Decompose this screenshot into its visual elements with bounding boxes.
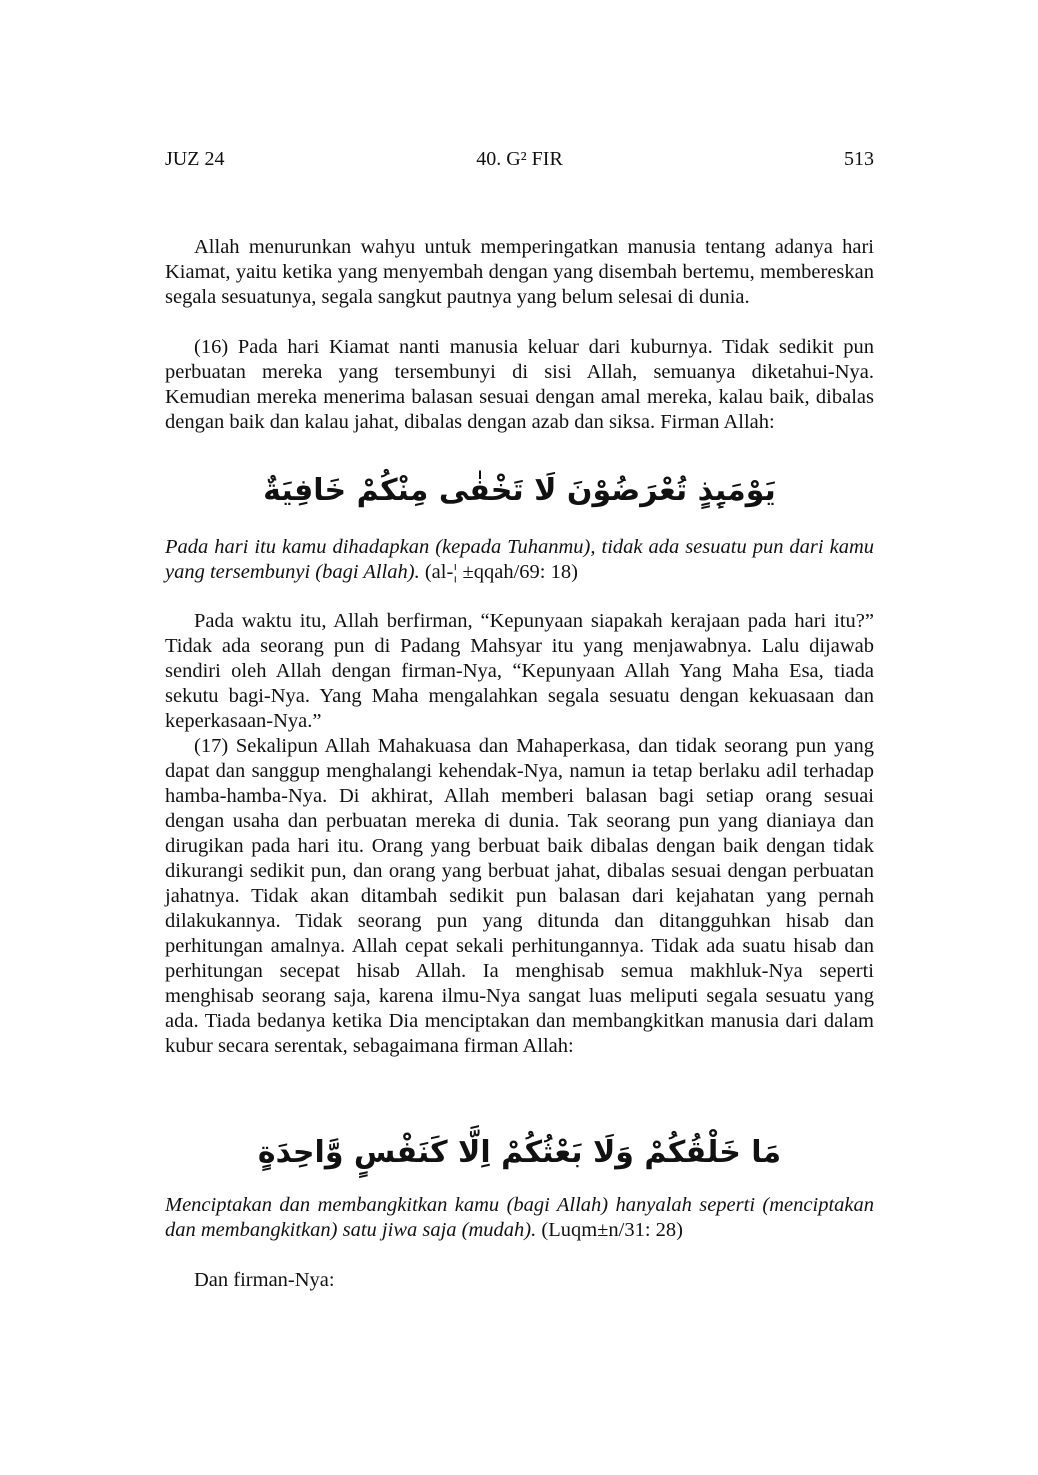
verse-2-translation: Menciptakan dan membangkitkan kamu (bagi Allah) hanyalah seperti (menciptakan dan membangkitkan) satu jiwa saja (mudah). xyxy=(165,1194,874,1241)
paragraph-kingdom: Pada waktu itu, Allah berfirman, “Kepunyaan siapakah kerajaan pada hari itu?” Tidak ada seorang pun di Padang Mahsyar itu yang menjawabnya. Lalu dijawab sendiri oleh Allah dengan firman-Nya, “Kepunyaan Allah Yang Maha Esa, tiada sekutu bagi-Nya. Yang Maha mengalahkan segala sesuatu dengan kekuasaan dan keperkasaan-Nya.” xyxy=(165,610,874,732)
paragraph-verse-17: (17) Sekalipun Allah Mahakuasa dan Mahaperkasa, dan tidak seorang pun yang dapat dan sanggup menghalangi kehendak-Nya, namun ia tetap berlaku adil terhadap hamba-hamba-Nya. Di akhirat, Allah memberi balasan bagi setiap orang sesuai dengan usaha dan perbuatan mereka di dunia. Tak seorang pun yang dianiaya dan dirugikan pada hari itu. Orang yang berbuat baik dibalas dengan baik dengan tidak dikurangi sedikit pun, dan orang yang berbuat jahat, dibalas sesuai dengan perbuatan jahatnya. Tidak akan ditambah sedikit pun balasan dari kejahatan yang pernah dilakukannya. Tidak seorang pun yang ditunda dan ditangguhkan hisab dan perhitungan amalnya. Allah cepat sekali perhitungannya. Tidak ada suatu hisab dan perhitungan secepat hisab Allah. Ia menghisab semua makhluk-Nya seperti menghisab seorang saja, karena ilmu-Nya sangat luas meliputi segala sesuatu yang ada. Tiada bedanya ketika Dia menciptakan dan membangkitkan manusia dari dalam kubur secara serentak, sebagaimana firman Allah: xyxy=(165,735,874,1057)
arabic-verse-2: مَا خَلْقُكُمْ وَلَا بَعْثُكُمْ اِلَّا كَنَفْسٍ وَّاحِدَةٍ xyxy=(257,1135,782,1170)
verse-1-translation-block xyxy=(165,535,874,585)
arabic-verse-1: يَوْمَىِٕذٍ تُعْرَضُوْنَ لَا تَخْفٰى مِنْكُمْ خَافِيَةٌ xyxy=(263,473,776,508)
juz-label: JUZ 24 xyxy=(165,148,225,170)
verse-2-reference: (Luqm±n/31: 28) xyxy=(541,1219,684,1241)
verse-1-translation: Pada hari itu kamu dihadapkan (kepada Tuhanmu), tidak ada sesuatu pun dari kamu yang tersembunyi (bagi Allah). xyxy=(165,536,874,583)
page-number: 513 xyxy=(844,148,874,170)
surah-title: 40. G² FIR xyxy=(476,148,563,170)
paragraph-intro: Allah menurunkan wahyu untuk memperingatkan manusia tentang adanya hari Kiamat, yaitu ketika yang menyembah dengan yang disembah bertemu, membereskan segala sesuatunya, segala sangkut pautnya yang belum selesai di dunia. xyxy=(165,236,874,308)
verse-2-translation-block xyxy=(165,1193,874,1243)
paragraph-closing: Dan firman-Nya: xyxy=(194,1269,335,1291)
paragraph-verse-16: (16) Pada hari Kiamat nanti manusia keluar dari kuburnya. Tidak sedikit pun perbuatan mereka yang tersembunyi di sisi Allah, semuanya diketahui-Nya. Kemudian mereka menerima balasan sesuai dengan amal mereka, kalau baik, dibalas dengan baik dan kalau jahat, dibalas dengan azab dan siksa. Firman Allah: xyxy=(165,336,874,433)
verse-1-reference: (al-¦ ±qqah/69: 18) xyxy=(424,561,578,583)
page-header xyxy=(165,145,874,173)
